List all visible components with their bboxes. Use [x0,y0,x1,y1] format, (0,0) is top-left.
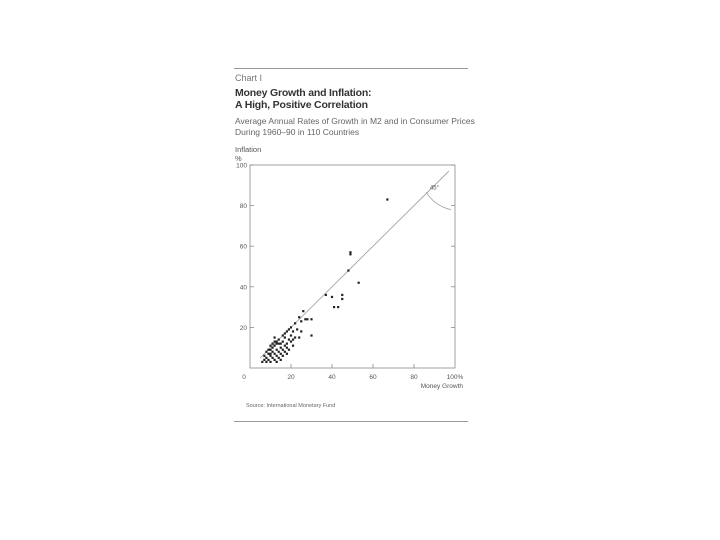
data-point [310,318,312,320]
data-point [282,355,284,357]
bottom-rule [234,421,468,422]
data-point [265,351,267,353]
data-point [294,336,296,338]
data-point [271,351,273,353]
data-point [271,343,273,345]
data-point [284,351,286,353]
data-point [267,353,269,355]
data-point [288,338,290,340]
data-point [276,361,278,363]
x-tick-label: 0 [242,374,246,381]
data-point [274,345,276,347]
data-point [280,343,282,345]
data-point [341,298,343,300]
data-point [280,347,282,349]
data-point [292,330,294,332]
source-note: Source: International Monetary Fund [246,403,336,409]
data-point [294,322,296,324]
data-point [358,282,360,284]
data-point [284,332,286,334]
data-point [269,345,271,347]
data-point [292,345,294,347]
data-point [310,334,312,336]
data-point [278,343,280,345]
data-point [286,353,288,355]
data-point [292,338,294,340]
data-point [276,343,278,345]
data-point [306,318,308,320]
y-tick-label: 100 [236,162,247,170]
data-point [278,357,280,359]
data-point [269,353,271,355]
data-point [263,359,265,361]
data-point [286,347,288,349]
data-point [265,361,267,363]
data-point [274,341,276,343]
data-point [286,343,288,345]
data-point [296,328,298,330]
data-point [288,328,290,330]
x-tick-label: 40 [328,374,336,381]
data-point [265,357,267,359]
y-tick-label: 40 [239,284,247,292]
data-point [274,336,276,338]
data-point [304,318,306,320]
data-point [282,341,284,343]
data-point [349,253,351,255]
data-point [267,349,269,351]
data-point [276,341,278,343]
y-axis-label-line2: % [235,154,242,163]
y-tick-label: 80 [239,203,247,211]
x-tick-label: 60 [369,374,377,381]
data-point [288,349,290,351]
data-point [298,316,300,318]
data-point [282,334,284,336]
data-point [331,296,333,298]
data-point [284,345,286,347]
data-point [302,310,304,312]
data-point [337,306,339,308]
data-point [274,353,276,355]
y-tick-label: 60 [239,243,247,251]
chart-subtitle-line2: During 1960–90 in 110 Countries [235,127,360,137]
data-point [284,336,286,338]
data-point [325,294,327,296]
chart-title-line1: Money Growth and Inflation: [235,87,372,99]
data-point [271,357,273,359]
data-point [386,198,388,200]
data-point [300,330,302,332]
angle-annotation: 45° [429,185,440,192]
data-point [271,347,273,349]
data-point [274,359,276,361]
chart-subtitle-line1: Average Annual Rates of Growth in M2 and in Consumer Prices [235,116,475,126]
data-point [290,334,292,336]
data-point [276,355,278,357]
chart-number-label: Chart I [235,73,263,83]
data-point [267,359,269,361]
data-point [269,361,271,363]
data-point [290,341,292,343]
data-point [349,251,351,253]
data-point [341,294,343,296]
data-point [300,320,302,322]
x-tick-label: 80 [410,374,418,381]
data-point [280,353,282,355]
y-tick-label: 20 [239,324,247,332]
data-point [290,326,292,328]
x-tick-label: 20 [287,374,295,381]
data-point [298,336,300,338]
y-axis-label-line1: Inflation [235,145,262,154]
data-point [280,359,282,361]
data-point [269,355,271,357]
x-axis-label: Money Growth [420,383,463,390]
data-point [286,330,288,332]
data-point [278,338,280,340]
angle-arc [426,192,451,209]
data-point [269,349,271,351]
data-point [333,306,335,308]
data-point [276,349,278,351]
data-point [261,361,263,363]
data-point [282,349,284,351]
chart-title-line2: A High, Positive Correlation [235,99,368,111]
data-point [347,269,349,271]
data-point [278,351,280,353]
data-point [263,355,265,357]
x-tick-label: 100% [446,374,464,381]
